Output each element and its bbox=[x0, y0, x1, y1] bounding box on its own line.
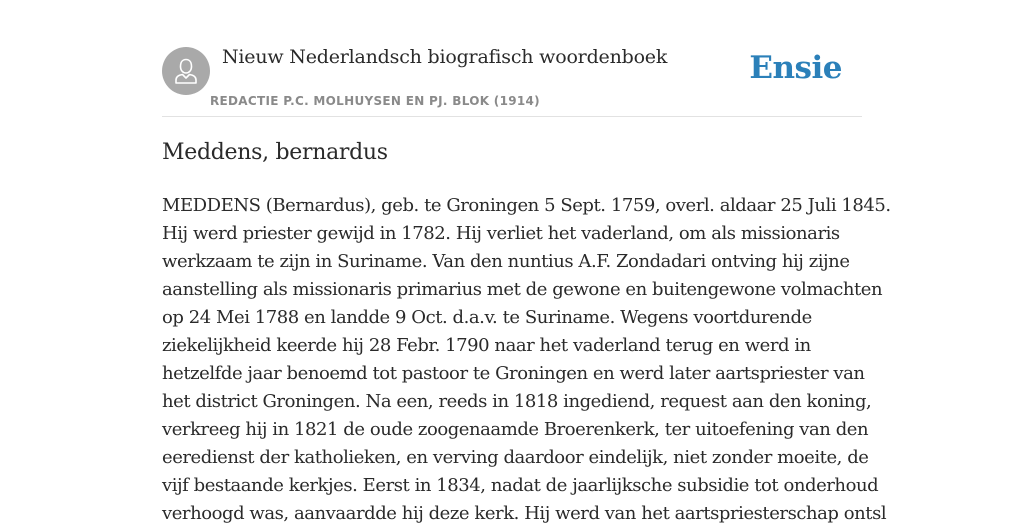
book-editors: REDACTIE P.C. MOLHUYSEN EN PJ. BLOK (1914) bbox=[210, 94, 540, 108]
body-line: verhoogd was, aanvaardde hij deze kerk. Hij werd van het aartspriesterschap ontsl bbox=[162, 503, 887, 524]
body-line: Hij werd priester gewijd in 1782. Hij verliet het vaderland, om als missionaris bbox=[162, 223, 840, 244]
body-line: op 24 Mei 1788 en landde 9 Oct. d.a.v. te Suriname. Wegens voortdurende bbox=[162, 307, 812, 328]
body-line: werkzaam te zijn in Suriname. Van den nuntius A.F. Zondadari ontving hij zijne bbox=[162, 251, 850, 272]
body-line: aanstelling als missionaris primarius met de gewone en buitengewone volmachten bbox=[162, 279, 883, 300]
body-line: ziekelijkheid keerde hij 28 Febr. 1790 naar het vaderland terug en werd in bbox=[162, 335, 811, 356]
body-line: MEDDENS (Bernardus), geb. te Groningen 5 Sept. 1759, overl. aldaar 25 Juli 1845. bbox=[162, 195, 891, 216]
body-line: vijf bestaande kerkjes. Eerst in 1834, nadat de jaarlijksche subsidie tot onderhoud bbox=[162, 475, 879, 496]
ensie-logo[interactable]: Ensie bbox=[749, 50, 842, 86]
body-line: eeredienst der katholieken, en verving daardoor eindelijk, niet zonder moeite, de bbox=[162, 447, 869, 468]
user-placeholder-icon bbox=[162, 47, 210, 95]
source-header bbox=[162, 44, 862, 117]
body-line: het district Groningen. Na een, reeds in 1818 ingediend, request aan den koning, bbox=[162, 391, 872, 412]
entry-body bbox=[162, 192, 891, 528]
book-title[interactable]: Nieuw Nederlandsch biografisch woordenboek bbox=[222, 46, 668, 68]
entry-title: Meddens, bernardus bbox=[162, 140, 388, 165]
body-line: hetzelfde jaar benoemd tot pastoor te Groningen en werd later aartspriester van bbox=[162, 363, 865, 384]
body-line: verkreeg hij in 1821 de oude zoogenaamde Broerenkerk, ter uitoefening van den bbox=[162, 419, 869, 440]
